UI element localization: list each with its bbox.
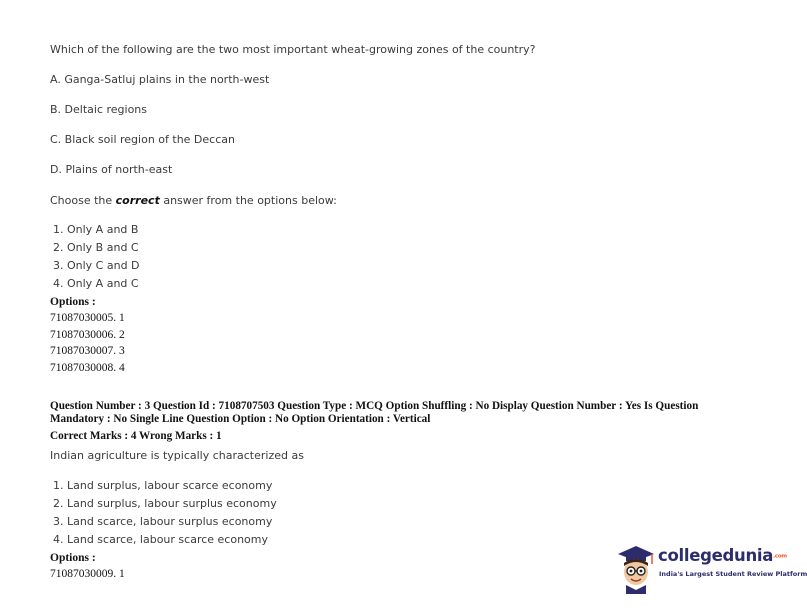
statement-c: C. Black soil region of the Deccan: [50, 133, 235, 146]
answer-option-2: 2. Only B and C: [53, 241, 139, 254]
question-meta-line-2: Mandatory : No Single Line Question Option : No Option Orientation : Vertical: [50, 413, 431, 425]
option-id-1: 71087030005. 1: [50, 312, 125, 324]
logo-tagline: India's Largest Student Review Platform: [659, 570, 807, 578]
student-mascot-icon: [614, 542, 658, 594]
answer-list: [53, 477, 277, 549]
question-text: Indian agriculture is typically characterized as: [50, 449, 304, 462]
logo-wordmark: [658, 546, 787, 565]
answer-option-4: 4. Only A and C: [53, 277, 139, 290]
answer-option-3: 3. Land scarce, labour surplus economy: [53, 515, 273, 528]
statement-d: D. Plains of north-east: [50, 163, 173, 176]
logo-suffix: .com: [773, 553, 787, 560]
option-id-4: 71087030008. 4: [50, 362, 125, 374]
question-text: Which of the following are the two most important wheat-growing zones of the country?: [50, 43, 536, 56]
collegedunia-logo: [614, 540, 807, 596]
question-meta-line-1: Question Number : 3 Question Id : 7108707503 Question Type : MCQ Option Shuffling : No Display Question Number : Yes Is Question: [50, 400, 699, 412]
choose-instruction: [50, 194, 337, 207]
options-label: Options :: [50, 296, 96, 308]
option-id-3: 71087030007. 3: [50, 345, 125, 357]
option-id-2: 71087030006. 2: [50, 329, 125, 341]
marks-line: Correct Marks : 4 Wrong Marks : 1: [50, 430, 222, 442]
choose-emphasis: correct: [115, 194, 160, 207]
options-label: Options :: [50, 552, 96, 564]
option-id-1: 71087030009. 1: [50, 568, 125, 580]
statement-b: B. Deltaic regions: [50, 103, 148, 116]
answer-list: [53, 221, 140, 293]
answer-option-2: 2. Land surplus, labour surplus economy: [53, 497, 277, 510]
statement-a: A. Ganga-Satluj plains in the north-west: [50, 73, 270, 86]
choose-suffix: answer from the options below:: [159, 194, 337, 207]
answer-option-3: 3. Only C and D: [53, 259, 140, 272]
logo-name: collegedunia: [658, 546, 774, 565]
answer-option-1: 1. Only A and B: [53, 223, 139, 236]
answer-option-1: 1. Land surplus, labour scarce economy: [53, 479, 273, 492]
answer-option-4: 4. Land scarce, labour scarce economy: [53, 533, 269, 546]
choose-prefix: Choose the: [50, 194, 116, 207]
